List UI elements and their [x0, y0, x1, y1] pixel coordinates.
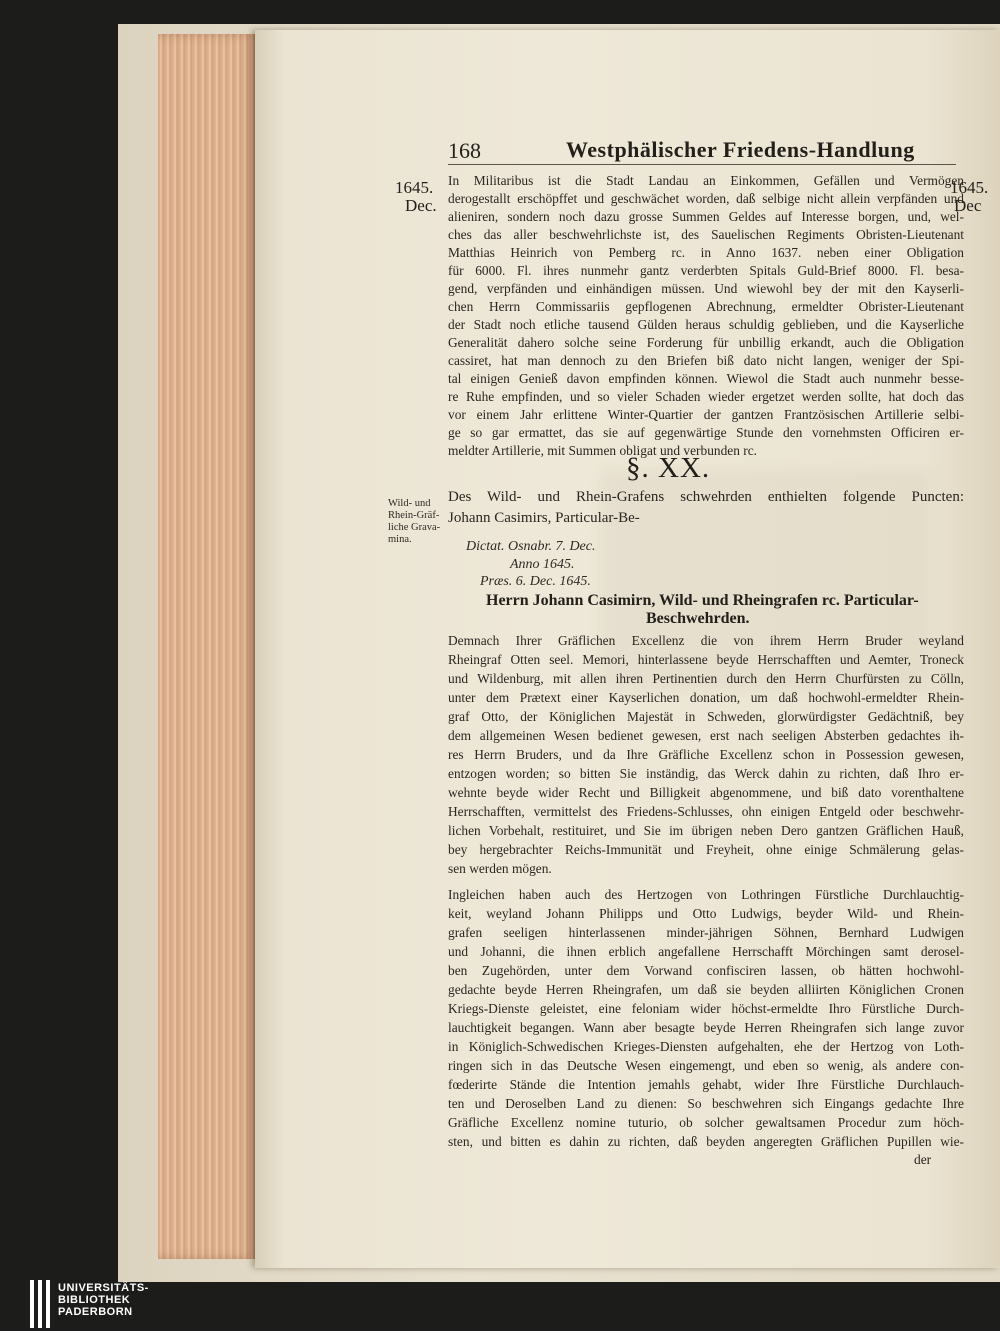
- library-name-line: BIBLIOTHEK: [58, 1294, 131, 1306]
- paragraph-line: bey hergebrachter Reichs-Immunität und Freyheit, ohne einige Schmälerung gelas-: [448, 842, 964, 857]
- library-logo-icon: [30, 1278, 52, 1330]
- paragraph-line: in Königlich-Schwedischen Krieges-Diensten aufgehalten, ehe der Hertzog von Loth-: [448, 1039, 964, 1054]
- paragraph-line: graf Otto, der Königlichen Majestät in Schweden, glorwürdigster Gedächtniß, bey: [448, 709, 964, 724]
- paragraph-line: meldter Artillerie, mit Summen obligat und verbunden rc.: [448, 443, 758, 458]
- paragraph-line: lauchtigkeit begangen. Wann aber besagte beyde Herren Rheingrafen sich lange zuvor: [448, 1020, 964, 1035]
- paragraph-line: ben Zugehörden, unter dem Vorwand confisciren lassen, ob hätten hochwohl-: [448, 963, 964, 978]
- margin-note-line: Rhein-Gräf-: [388, 510, 440, 521]
- paragraph-line: Matthias Heinrich von Pemberg rc. in Anno 1637. neben einer Obligation: [448, 245, 964, 260]
- paragraph-line: wehnte beyde wider Recht und Billigkeit abgenommene, und biß dato vorenthaltene: [448, 785, 964, 800]
- margin-month: Dec.: [405, 196, 437, 215]
- paragraph-line: chen Herrn Commissariis gepflogenen Abrechnung, ermeldter Obrister-Lieutenant: [448, 299, 964, 314]
- dictat-line: Præs. 6. Dec. 1645.: [480, 574, 591, 589]
- paragraph-line: res Herrn Bruders, und da Ihre Gräfliche Excellenz schon in Possession gewesen,: [448, 747, 964, 762]
- paragraph-line: Herrschafften, vermittelst des Friedens-Schlusses, ohn einigen Entgeld oder beschwehr-: [448, 804, 964, 819]
- paragraph-line: In Militaribus ist die Stadt Landau an Einkommen, Gefällen und Vermögen: [448, 173, 964, 188]
- page-number: 168: [448, 138, 481, 163]
- margin-month-right: Dec: [954, 196, 982, 215]
- margin-note-line: liche Grava-: [388, 522, 441, 533]
- section-heading: §. XX.: [626, 452, 711, 484]
- margin-note-line: Wild- und: [388, 498, 431, 509]
- margin-year: 1645.: [395, 178, 434, 197]
- dictat-line: Dictat. Osnabr. 7. Dec.: [466, 539, 596, 554]
- paragraph-line: Gräfliche Excellenz nomine tuturio, ob solcher gewaltsamen Procedur zum höch-: [448, 1115, 964, 1130]
- paragraph-line: und Johanni, die ihnen erblich angefallene Herrschafft Mörchingen samt derosel-: [448, 944, 964, 959]
- paragraph-line: ten und Deroselben Land zu dienen: So beschwehren sich Eingangs gedachte Ihre: [448, 1096, 964, 1111]
- paragraph-line: entzogen worden; so bitten Sie inständig, das Werck dahin zu richten, daß Ihro er-: [448, 766, 964, 781]
- paragraph-line: Kriegs-Dienste geleistet, eine feloniam wider höchst-ermeldte Ihro Fürstliche Durch-: [448, 1001, 964, 1016]
- paragraph-line: alieniren, sondern noch dazu grosse Summen Geldes auf Interesse borgen, und, wel-: [448, 209, 964, 224]
- paragraph-line: ches das aller beschwehrlichste ist, des Sauelischen Regiments Obristen-Lieutenant: [448, 227, 964, 242]
- paragraph-line: lichen Vorbehalt, restituiret, und Sie im übrigen neben Dero gantzen Gräflichen Hauß,: [448, 823, 964, 838]
- document-title: Herrn Johann Casimirn, Wild- und Rheingrafen rc. Particular-: [486, 592, 919, 609]
- margin-year-right: 1645.: [950, 178, 989, 197]
- paragraph-line: dem allgemeinen Wesen bedienet gewesen, erst nach seeligen Absterben gedachtes ih-: [448, 728, 964, 743]
- paragraph-line: tal einigen Genieß davon empfinden können. Wiewol die Stadt auch nunmehr besse-: [448, 371, 964, 386]
- paragraph-line: keit, weyland Johann Philipps und Otto Ludwigs, beyder Wild- und Rhein-: [448, 906, 964, 921]
- paragraph-line: Rheingraf Otten seel. Memori, hinterlassene beyde Herrschafften und Aemter, Troneck: [448, 652, 964, 667]
- margin-note-line: mina.: [388, 534, 412, 545]
- section-intro-line: Des Wild- und Rhein-Grafens schwehrden enthielten folgende Puncten:: [448, 489, 964, 505]
- paragraph-line: grafen seeligen hinterlassenen minder-jährigen Söhnen, Bernhard Ludwigen: [448, 925, 964, 940]
- paragraph-line: vor einem Jahr erlittene Winter-Quartier der gantzen Frantzösischen Artillerie selbi-: [448, 407, 964, 422]
- paragraph-line: für 6000. Fl. ihres nunmehr gantz verderbten Spitals Guld-Brief 8000. Fl. besa-: [448, 263, 964, 278]
- catchword: der: [914, 1152, 932, 1167]
- paragraph-line: cassiret, hat man dennoch zu den Briefen biß dato nicht langen, weniger der Spi-: [448, 353, 964, 368]
- paragraph-line: gend, verpfänden und einhändigen müssen. Und wiewohl bey der mit den Kayserli-: [448, 281, 964, 296]
- section-intro-line: Johann Casimirs, Particular-Be-: [448, 510, 640, 526]
- paragraph-line: Demnach Ihrer Gräflichen Excellenz die von ihrem Herrn Bruder weyland: [448, 633, 964, 648]
- paragraph-line: ringen sich in das Deutsche Wesen eingemengt, und eben so wenig, als andere con-: [448, 1058, 964, 1073]
- paragraph-line: derogestallt erschöpffet und geschwächet worden, daß selbige nicht allein verpfänden und: [448, 191, 964, 206]
- paragraph-line: Generalität dahero solche seine Forderung für unbillig erkandt, auch die Obligation: [448, 335, 964, 350]
- paragraph-line: re Ruhe empfinden, und so vieler Schaden wieder ergetzet werden sollte, hat doch das: [448, 389, 964, 404]
- paragraph-line: ge so gar ermattet, das sie auf gegenwärtige Stunde den vornehmsten Officiren er-: [448, 425, 964, 440]
- paragraph-line: Ingleichen haben auch des Hertzogen von Lothringen Fürstliche Durchlauchtig-: [448, 887, 964, 902]
- dictat-line: Anno 1645.: [510, 557, 575, 572]
- library-name-line: PADERBORN: [58, 1306, 133, 1318]
- page-edges: [158, 34, 256, 1259]
- document-title: Beschwehrden.: [646, 610, 750, 627]
- paragraph-line: gedachte beyde Herren Rheingrafen, um daß sie beyden alliirten Königlichen Cronen: [448, 982, 964, 997]
- paragraph-line: fœderirte Stände die Intention jemahls gehabt, wider Ihre Fürstliche Durchlauch-: [448, 1077, 964, 1092]
- running-title: Westphälischer Friedens-Handlung: [566, 137, 915, 162]
- paragraph-line: sen werden mögen.: [448, 861, 552, 876]
- paragraph-line: unter dem Prætext einer Kayserlichen donation, um daß hochwohl-ermeldter Rhein-: [448, 690, 964, 705]
- header-rule: [448, 164, 956, 165]
- paragraph-line: sten, und bitten es dahin zu richten, daß beyden angeregten Gräflichen Pupillen wie-: [448, 1134, 964, 1149]
- library-name-line: UNIVERSITÄTS-: [58, 1282, 149, 1294]
- paragraph-line: der Stadt noch etliche tausend Gülden heraus schuldig geblieben, und die Kayserliche: [448, 317, 964, 332]
- paragraph-line: und Wildenburg, mit allen ihren Pertinentien durch den Herrn Churfürsten zu Cölln,: [448, 671, 964, 686]
